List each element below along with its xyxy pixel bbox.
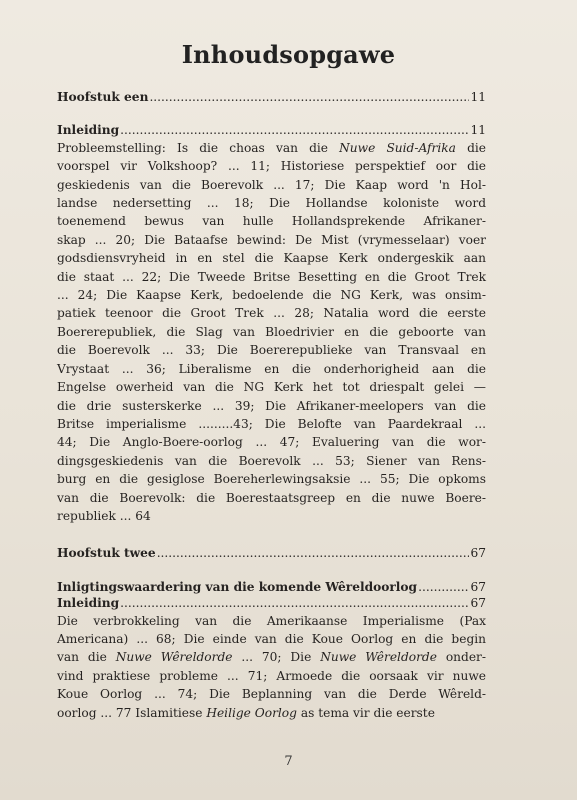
text-run: burg en die gesiglose Boereherlewingsaksie ... 55; Die opkoms — [57, 472, 486, 487]
toc-intro-one[interactable] — [57, 122, 486, 138]
toc-leader-dots — [418, 579, 469, 595]
text-run: republiek ... 64 — [57, 508, 151, 523]
page-title: Inhoudsopgawe — [181, 40, 396, 69]
intro-two-summary — [57, 612, 486, 722]
text-run: 44; Die Anglo-Boere-oorlog ... 47; Evaluering van die wor- — [57, 435, 486, 450]
toc-chapter-one-page: 11 — [470, 90, 486, 104]
toc-chapter-one[interactable] — [57, 89, 486, 105]
text-run: toenemend bewus van hulle Hollandsprekende Afrikaner- — [57, 214, 486, 229]
text-run: ... 24; Die Kaapse Kerk, bedoelende die NG Kerk, was onsim- — [57, 288, 486, 303]
intro-two-summary-line — [57, 648, 486, 666]
italic-text-run: Nuwe Suid-Afrika — [339, 140, 456, 155]
intro-two-summary-line — [57, 612, 486, 630]
toc-chapter-one-label: Hoofstuk een — [57, 90, 149, 104]
toc-leader-dots — [120, 595, 469, 611]
intro-two-summary-line — [57, 630, 486, 648]
intro-one-summary-line — [57, 397, 486, 415]
text-run: Boererepubliek, die Slag van Bloedrivier en die geboorte van — [57, 324, 486, 339]
text-run: Probleemstelling: Is die choas van die — [57, 140, 340, 155]
italic-text-run: Heilige Oorlog — [206, 705, 297, 720]
text-run: vind praktiese probleme ... 71; Armoede die oorsaak vir nuwe — [57, 668, 486, 683]
intro-one-summary — [57, 139, 486, 526]
text-run: skap ... 20; Die Bataafse bewind: De Mist (vrymesselaar) voer — [57, 232, 486, 247]
text-run: onder- — [436, 650, 486, 665]
intro-one-summary-line — [57, 212, 486, 230]
intro-one-summary-line — [57, 415, 486, 433]
text-run: geskiedenis van die Boerevolk ... 17; Die Kaap word 'n Hol- — [57, 177, 486, 192]
text-run: ... 70; Die — [232, 650, 321, 665]
text-run: as tema vir die eerste — [296, 705, 435, 720]
text-run: Koue Oorlog ... 74; Die Beplanning van die Derde Wêreld- — [57, 687, 486, 702]
intro-one-summary-line — [57, 489, 486, 507]
text-run: die drie susterskerke ... 39; Die Afrikaner-meelopers van die — [57, 398, 486, 413]
toc-section-two-label: Inligtingswaardering van die komende Wêreldoorlog — [57, 579, 418, 594]
intro-two-summary-line — [57, 667, 486, 685]
text-run: voorspel vir Volkshoop? ... 11; Historiese perspektief oor die — [57, 159, 486, 174]
intro-one-summary-line — [57, 231, 486, 249]
toc-chapter-two[interactable] — [57, 545, 486, 561]
toc-intro-one-label: Inleiding — [57, 123, 120, 138]
text-run: van die — [57, 650, 116, 665]
intro-one-summary-line — [57, 323, 486, 341]
toc-section-two-page: 67 — [470, 579, 486, 594]
text-run: die Boerevolk ... 33; Die Boererepublieke van Transvaal en — [57, 343, 486, 358]
italic-text-run: Nuwe Wêreldorde — [115, 650, 233, 665]
text-run: patiek teenoor die Groot Trek ... 28; Natalia word die eerste — [57, 306, 486, 321]
intro-one-summary-line — [57, 360, 486, 378]
toc-chapter-two-label: Hoofstuk twee — [57, 546, 156, 561]
intro-one-summary-line — [57, 139, 486, 157]
intro-one-summary-line — [57, 249, 486, 267]
toc-chapter-two-page: 67 — [470, 546, 486, 561]
intro-one-summary-line — [57, 378, 486, 396]
text-run: landse nedersetting ... 18; Die Hollandse koloniste word — [57, 196, 486, 211]
intro-one-summary-line — [57, 268, 486, 286]
intro-one-summary-line — [57, 176, 486, 194]
intro-one-summary-line — [57, 433, 486, 451]
toc-intro-two-page: 67 — [470, 596, 486, 611]
toc-intro-two[interactable] — [57, 595, 486, 611]
toc-leader-dots — [149, 89, 469, 105]
section-gap — [57, 525, 486, 545]
intro-one-summary-line — [57, 157, 486, 175]
text-run: die — [455, 140, 486, 155]
text-run: godsdiensvryheid in en stel die Kaapse Kerk ondergeskik aan — [57, 251, 486, 266]
toc-intro-one-page: 11 — [470, 123, 486, 138]
intro-one-summary-line — [57, 304, 486, 322]
intro-one-summary-line — [57, 452, 486, 470]
text-run: dingsgeskiedenis van die Boerevolk ... 53; Siener van Rens- — [57, 453, 486, 468]
toc-leader-dots — [120, 122, 469, 138]
intro-one-summary-line — [57, 341, 486, 359]
table-of-contents — [57, 89, 486, 722]
text-run: Americana) ... 68; Die einde van die Koue Oorlog en die begin — [57, 631, 486, 646]
toc-section-two[interactable] — [57, 579, 486, 595]
intro-two-summary-line — [57, 704, 486, 722]
text-run: Die verbrokkeling van die Amerikaanse Imperialisme (Pax — [57, 613, 486, 628]
intro-one-summary-line — [57, 194, 486, 212]
intro-two-summary-line — [57, 685, 486, 703]
intro-one-summary-line — [57, 286, 486, 304]
text-run: oorlog ... 77 Islamitiese — [57, 705, 207, 720]
toc-intro-two-label: Inleiding — [57, 596, 120, 611]
text-run: die staat ... 22; Die Tweede Britse Besetting en die Groot Trek — [57, 269, 486, 284]
text-run: van die Boerevolk: die Boerestaatsgreep en die nuwe Boere- — [57, 490, 486, 505]
text-run: Britse imperialisme .........43; Die Belofte van Paardekraal ... — [57, 416, 486, 431]
toc-leader-dots — [157, 545, 470, 561]
text-run: Vrystaat ... 36; Liberalisme en die onderhorigheid aan die — [57, 361, 486, 376]
italic-text-run: Nuwe Wêreldorde — [320, 650, 437, 665]
intro-one-summary-line — [57, 470, 486, 488]
intro-one-summary-line — [57, 507, 486, 525]
page-number: 7 — [284, 754, 293, 769]
text-run: Engelse owerheid van die NG Kerk het tot driespalt gelei — — [57, 380, 486, 395]
